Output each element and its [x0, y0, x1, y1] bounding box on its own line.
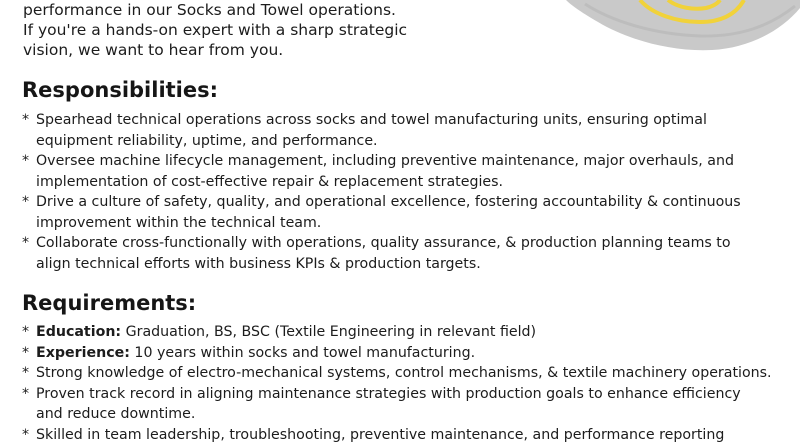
intro-line-1: performance in our Socks and Towel operations. [23, 1, 396, 19]
bullet-star: * [22, 344, 30, 361]
responsibilities-heading: Responsibilities: [22, 78, 219, 102]
intro-line-2: If you're a hands-on expert with a sharp strategic [23, 21, 408, 39]
list-item [22, 363, 792, 384]
grey-brush-shape [566, 0, 800, 50]
bullet-star: * [22, 324, 30, 340]
bullet-star: * [22, 426, 30, 443]
bullet-star: * [22, 153, 30, 169]
education-label: Education: [36, 324, 122, 340]
education-line [36, 322, 792, 343]
item-text: improvement within the technical team. [36, 214, 322, 231]
intro-line-3: vision, we want to hear from you. [23, 41, 284, 59]
list-item [22, 151, 792, 192]
list-item [22, 110, 792, 151]
item-text: Oversee machine lifecycle management, including preventive maintenance, major overhauls, and [36, 153, 734, 169]
list-item [22, 322, 792, 343]
item-text: implementation of cost-effective repair & replacement strategies. [36, 173, 504, 190]
experience-line [36, 343, 792, 364]
item-text: Proven track record in aligning maintenance strategies with production goals to enhance efficiency [36, 385, 741, 402]
bullet-star: * [22, 385, 30, 402]
grey-brush-texture [585, 4, 795, 36]
list-item [22, 384, 792, 425]
requirements-list [22, 322, 792, 445]
list-item [22, 233, 792, 274]
item-text: Spearhead technical operations across socks and towel manufacturing units, ensuring optimal [36, 112, 707, 128]
bullet-star: * [22, 365, 30, 381]
experience-text: 10 years within socks and towel manufacturing. [129, 344, 476, 361]
education-text: Graduation, BS, BSC (Textile Engineering in relevant field) [121, 324, 537, 340]
item-text: and reduce downtime. [36, 406, 196, 422]
bullet-star: * [22, 194, 30, 210]
item-text: Drive a culture of safety, quality, and operational excellence, fostering accountability & continuous [36, 194, 741, 210]
bullet-star: * [22, 112, 30, 128]
item-text: Skilled in team leadership, troubleshooting, preventive maintenance, and performance reporting [36, 426, 725, 443]
experience-label: Experience: [36, 344, 130, 361]
yellow-arc-outer [640, 0, 744, 22]
responsibilities-list [22, 110, 792, 274]
yellow-arc-inner [668, 0, 720, 9]
list-item [22, 192, 792, 233]
list-item [22, 425, 792, 445]
list-item [22, 343, 792, 364]
bullet-star: * [22, 235, 30, 251]
item-text: equipment reliability, uptime, and performance. [36, 132, 378, 149]
item-text: Strong knowledge of electro-mechanical systems, control mechanisms, & textile machinery operations. [36, 365, 772, 381]
item-text: align technical efforts with business KPIs & production targets. [36, 255, 481, 272]
requirements-heading: Requirements: [22, 291, 197, 315]
item-text: Collaborate cross-functionally with operations, quality assurance, & production planning teams to [36, 235, 731, 251]
